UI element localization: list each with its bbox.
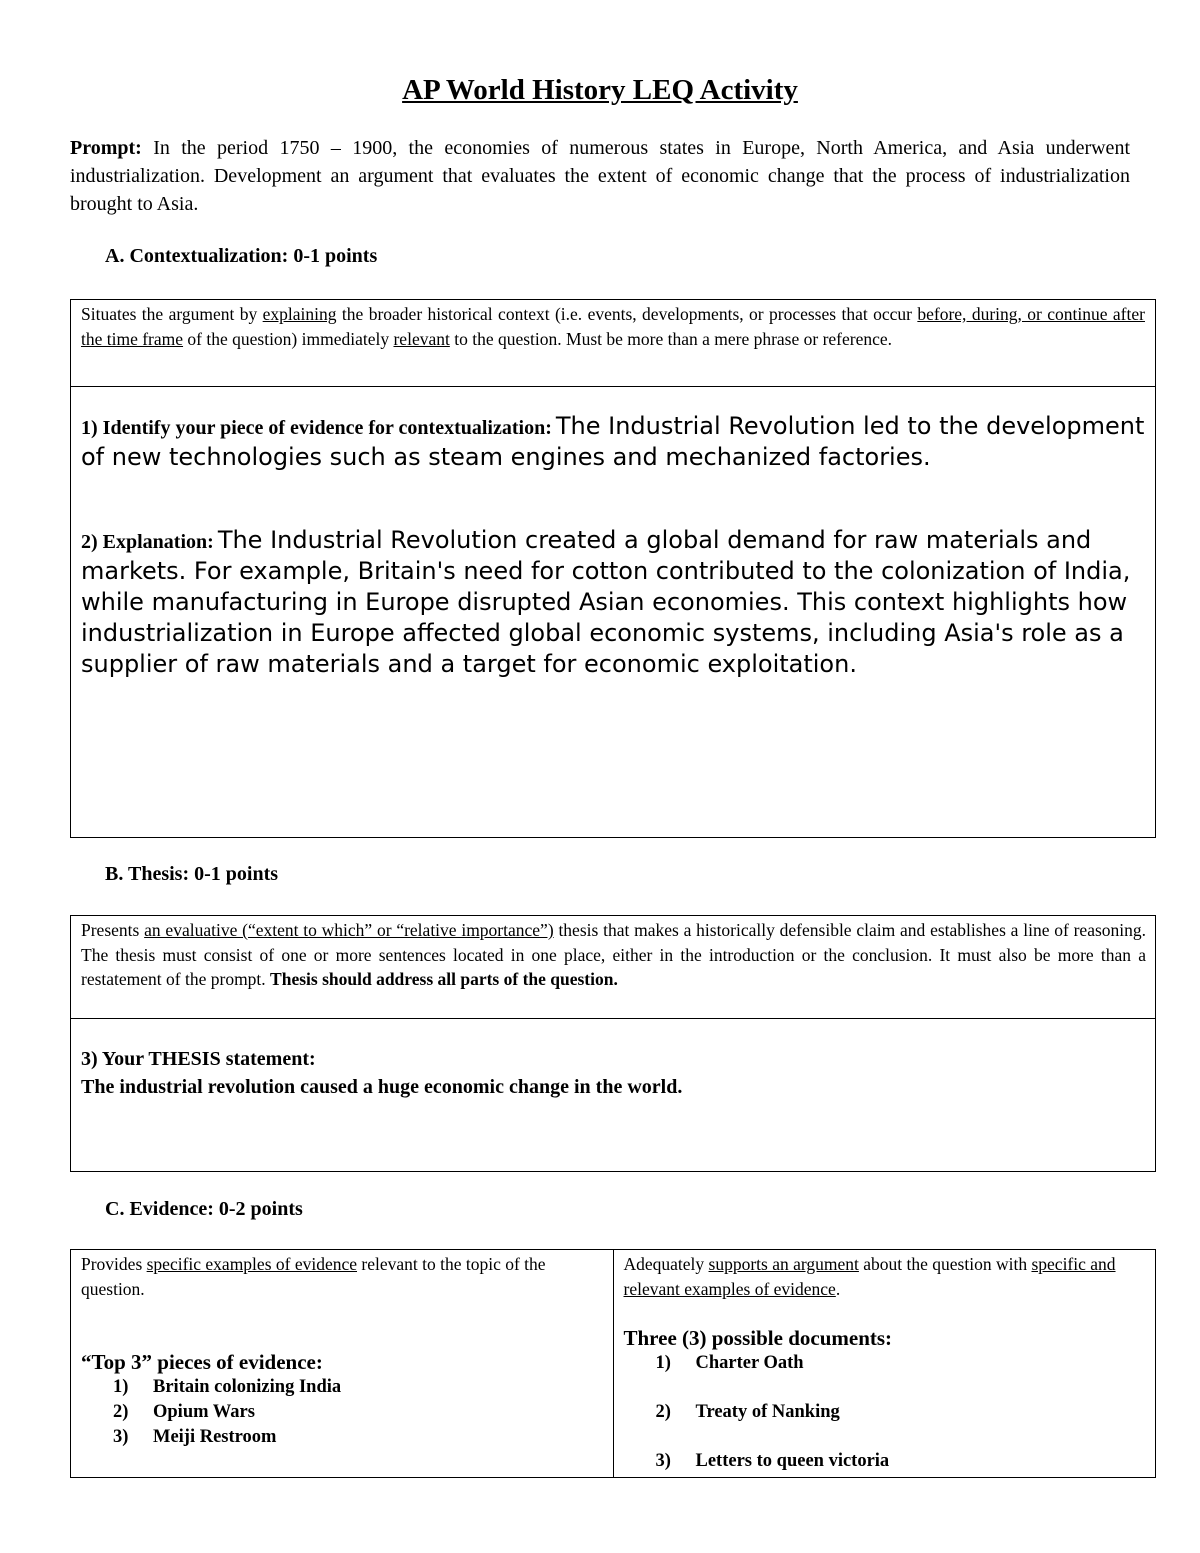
evidence-answer: The Industrial Revolution led to the development of new technologies such as steam engines and mechanized factories. xyxy=(81,412,1145,471)
evidence-right-column[interactable] xyxy=(614,1250,1156,1477)
section-b-heading: B. Thesis: 0-1 points xyxy=(105,863,279,885)
top-evidence-list xyxy=(81,1375,603,1450)
rubric-text: of the question) immediately xyxy=(183,328,394,349)
contextualization-box xyxy=(70,299,1156,838)
rubric-underline: explaining xyxy=(262,304,337,324)
rubric-text: Provides xyxy=(81,1254,147,1274)
rubric-text: to the question. Must be more than a mere phrase or reference. xyxy=(449,328,893,349)
thesis-rubric xyxy=(71,916,1156,1018)
evidence-left-rubric xyxy=(81,1252,603,1350)
evidence-right-rubric xyxy=(624,1252,1146,1326)
list-item: 1) Britain colonizing India xyxy=(113,1377,342,1397)
list-item: 2) Treaty of Nanking xyxy=(655,1402,840,1422)
prompt-label: Prompt: xyxy=(70,137,142,159)
list-item: 3) Letters to queen victoria xyxy=(655,1451,890,1471)
thesis-question-label: 3) Your THESIS statement: xyxy=(81,1048,316,1070)
thesis-box xyxy=(70,915,1156,1172)
contextualization-rubric xyxy=(71,300,1155,386)
rubric-underline: before, during, or continue after the time frame xyxy=(81,304,1145,349)
evidence-question-label: 1) Identify your piece of evidence for contextualization: xyxy=(81,417,552,439)
rubric-text: Adequately xyxy=(623,1254,709,1274)
rubric-text: Situates the argument by xyxy=(81,304,263,324)
rubric-bold: Thesis should address all parts of the question. xyxy=(270,969,618,989)
evidence-box xyxy=(70,1249,1156,1478)
section-c-heading: C. Evidence: 0-2 points xyxy=(105,1198,303,1220)
rubric-underline: relevant xyxy=(393,328,450,349)
list-item: 1) Charter Oath xyxy=(655,1353,804,1373)
rubric-underline: specific and relevant examples of evidence xyxy=(623,1254,1116,1299)
rubric-text: Presents xyxy=(81,920,145,940)
rubric-underline: an evaluative (“extent to which” or “relative importance”) xyxy=(144,920,554,940)
thesis-answer-area[interactable] xyxy=(71,1019,1156,1101)
explanation-answer: The Industrial Revolution created a global demand for raw materials and markets. For example, Britain's need for cotton contributed to the colonization of India, while manufacturing in Europe disrupted Asian economies. This context highlights how industrialization in Europe affected global economic systems, including Asia's role as a supplier of raw materials and a target for economic exploitation. xyxy=(81,526,1131,678)
list-item: 2) Opium Wars xyxy=(113,1402,255,1422)
possible-documents-title: Three (3) possible documents: xyxy=(623,1326,893,1350)
rubric-text: the broader historical context (i.e. events, developments, or processes that occur xyxy=(336,304,918,324)
section-a-heading: A. Contextualization: 0-1 points xyxy=(105,245,378,267)
thesis-answer: The industrial revolution caused a huge economic change in the world. xyxy=(81,1076,683,1098)
rubric-text: relevant to the topic of the question. xyxy=(81,1254,546,1299)
prompt-paragraph xyxy=(70,134,1130,218)
rubric-underline: specific examples of evidence xyxy=(146,1254,358,1274)
possible-documents-list xyxy=(624,1351,1146,1474)
rubric-text: . xyxy=(835,1279,841,1299)
explanation-question-label: 2) Explanation: xyxy=(81,531,214,553)
evidence-left-column[interactable] xyxy=(71,1250,614,1477)
top-evidence-title: “Top 3” pieces of evidence: xyxy=(81,1350,323,1374)
page-title: AP World History LEQ Activity xyxy=(402,74,798,106)
list-item: 3) Meiji Restroom xyxy=(113,1427,277,1447)
prompt-text: In the period 1750 – 1900, the economies of numerous states in Europe, North America, and Asia underwent industrialization. Development an argument that evaluates the extent of economic change that the process of industrialization brought to Asia. xyxy=(70,137,1130,215)
contextualization-answer-area[interactable] xyxy=(71,387,1155,680)
rubric-text: about the question with xyxy=(858,1254,1032,1274)
rubric-underline: supports an argument xyxy=(708,1254,859,1274)
rubric-text: thesis that makes a historically defensible claim and establishes a line of reasoning. The thesis must consist of one or more sentences located in one place, either in the introduction or the conclusion. It must also be more than a restatement of the prompt. xyxy=(81,920,1147,989)
